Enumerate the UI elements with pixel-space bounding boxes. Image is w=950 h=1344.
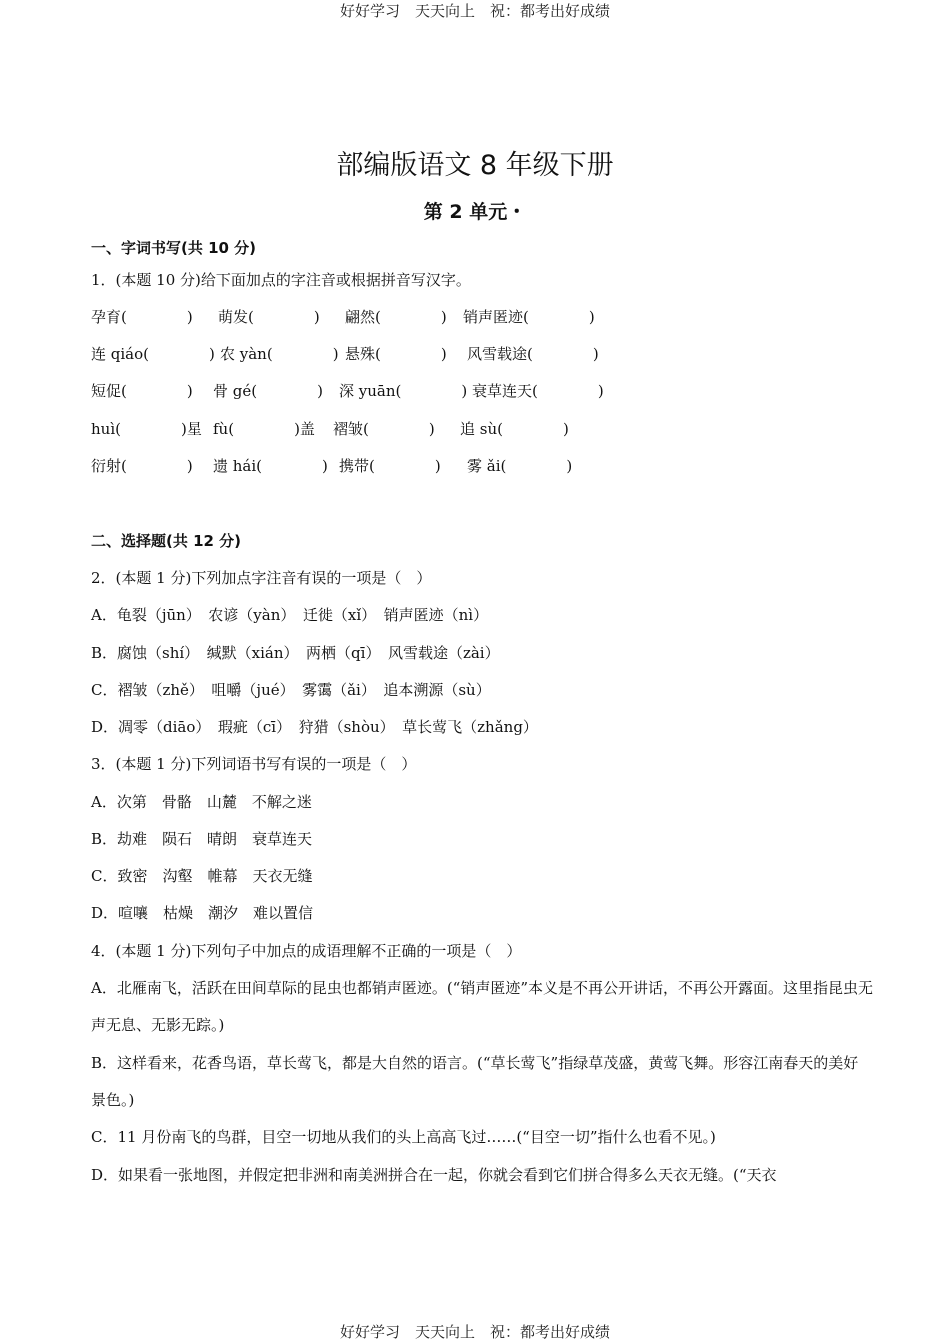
option-c: C．致密 沟壑 帷幕 天衣无缝	[91, 867, 313, 885]
table-cell: 悬殊( )	[345, 345, 447, 363]
table-cell: 衍射( )	[91, 457, 193, 475]
table-cell: huì( )星	[91, 420, 202, 438]
option-d: D．喧嚷 枯燥 潮汐 难以置信	[91, 904, 314, 922]
document-title: 部编版语文 8 年级下册	[336, 150, 614, 181]
option-c: C．褶皱（zhě） 咀嚼（jué） 雾霭（ǎi） 追本溯源（sù）	[91, 681, 491, 699]
table-cell: 携带( )	[339, 457, 441, 475]
option-c: C．11 月份南飞的鸟群，目空一切地从我们的头上高高飞过……(“目空一切”指什么也看不见。)	[91, 1128, 716, 1146]
question-3-stem: 3．(本题 1 分)下列词语书写有误的一项是（ ）	[91, 755, 417, 773]
table-cell: 追 sù( )	[460, 420, 569, 438]
table-cell: 雾 ǎi( )	[467, 457, 573, 475]
table-cell: 短促( )	[91, 382, 193, 400]
table-cell: fù( )盖	[213, 420, 315, 438]
table-cell: 遗 hái( )	[213, 457, 328, 475]
table-cell: 衰草连天( )	[472, 382, 604, 400]
option-b: B．这样看来，花香鸟语，草长莺飞，都是大自然的语言。(“草长莺飞”指绿草茂盛，黄莺飞舞。形容江南春天的美好景色。)	[91, 1054, 859, 1109]
question-2-stem: 2．(本题 1 分)下列加点字注音有误的一项是（ ）	[91, 569, 432, 587]
table-cell: 褶皱( )	[333, 420, 435, 438]
table-cell: 风雪载途( )	[467, 345, 599, 363]
option-b: B．腐蚀（shí） 缄默（xián） 两栖（qī） 风雪载途（zài）	[91, 644, 500, 662]
option-d: D．如果看一张地图，并假定把非洲和南美洲拼合在一起，你就会看到它们拼合得多么天衣无缝。(“天衣	[91, 1166, 777, 1184]
option-a: A．北雁南飞，活跃在田间草际的昆虫也都销声匿迹。(“销声匿迹”本义是不再公开讲话，不再公开露面。这里指昆虫无声无息、无影无踪。)	[91, 979, 874, 1034]
document-subtitle: 第 2 单元・	[423, 201, 527, 223]
table-cell: 萌发( )	[218, 308, 320, 326]
question-4-stem: 4．(本题 1 分)下列句子中加点的成语理解不正确的一项是（ ）	[91, 942, 522, 960]
table-cell: 连 qiáo( )	[91, 345, 215, 363]
table-cell: 销声匿迹( )	[463, 308, 595, 326]
page-footer: 好好学习 天天向上 祝：都考出好成绩	[339, 1323, 610, 1341]
question-1-stem: 1．(本题 10 分)给下面加点的字注音或根据拼音写汉字。	[91, 271, 471, 289]
option-b: B．劫难 陨石 晴朗 衰草连天	[91, 830, 313, 848]
table-cell: 农 yàn( )	[220, 345, 339, 363]
table-cell: 孕育( )	[91, 308, 193, 326]
section-heading-vocabulary: 一、字词书写(共 10 分)	[91, 239, 257, 257]
table-cell: 翩然( )	[345, 308, 447, 326]
option-a: A．龟裂（jūn） 农谚（yàn） 迁徙（xǐ） 销声匿迹（nì）	[91, 606, 489, 624]
option-d: D．凋零（diāo） 瑕疵（cī） 狩猎（shòu） 草长莺飞（zhǎng）	[91, 718, 538, 736]
table-cell: 骨 gé( )	[213, 382, 323, 400]
table-cell: 深 yuān( )	[339, 382, 468, 400]
page-header: 好好学习 天天向上 祝：都考出好成绩	[339, 2, 610, 20]
section-heading-choice: 二、选择题(共 12 分)	[91, 532, 242, 550]
option-a: A．次第 骨骼 山麓 不解之迷	[91, 793, 312, 811]
